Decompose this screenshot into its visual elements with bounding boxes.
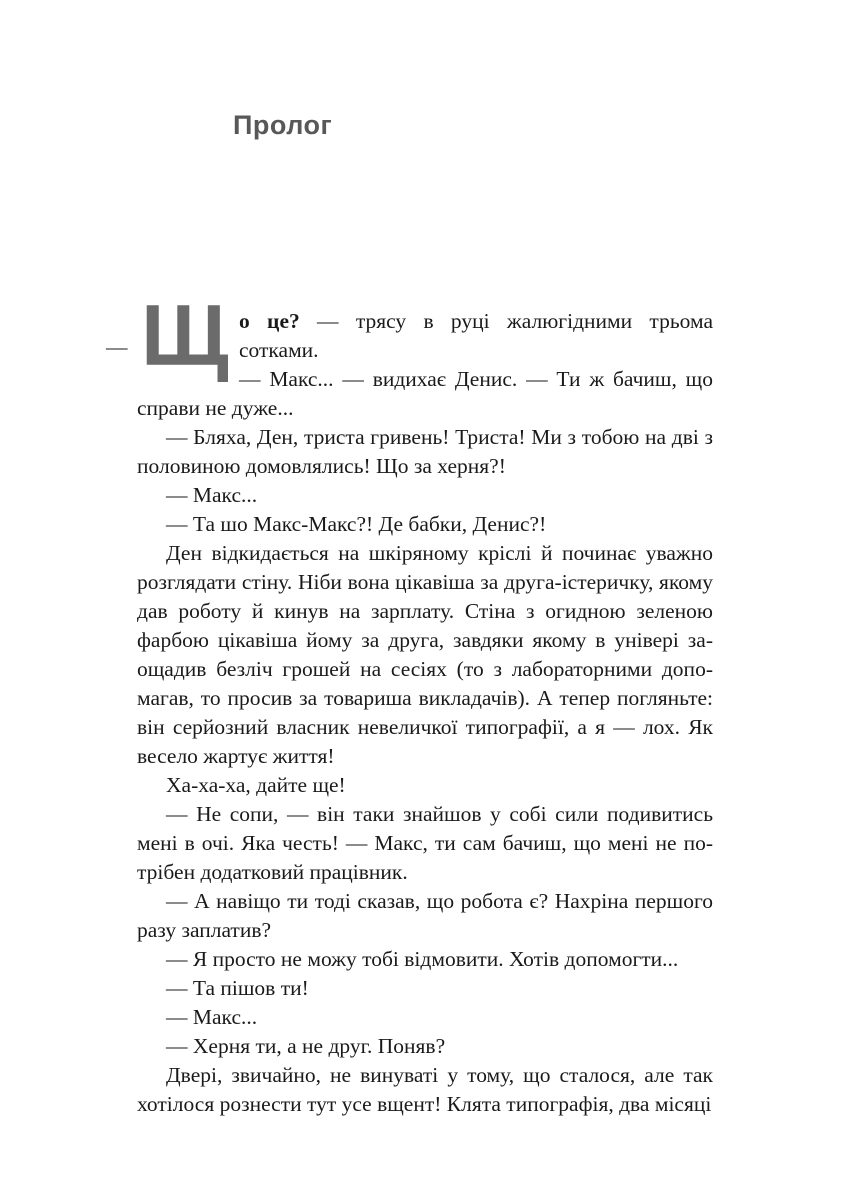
paragraph: — А навіщо ти тоді сказав, що робота є? Нахріна першого разу заплатив? [137, 889, 713, 942]
paragraph: — Макс... [166, 1005, 258, 1029]
paragraph: — Не сопи, — він таки знайшов у собі сили подивитись мені в очі. Яка честь! — Макс, ти сам бачиш, що мені не потрібен додатковий працівник. [137, 802, 713, 884]
paragraph: — Та пішов ти! [166, 976, 309, 1000]
paragraph: — Бляха, Ден, триста гривень! Триста! Ми з тобою на дві з половиною домовлялись! Що за херня?! [137, 425, 713, 478]
paragraph: Ден відкидається на шкіряному кріслі й починає уважно розглядати стіну. Ніби вона цікавіша за друга-істеричку, якому дав роботу й кинув на зарплату. Стіна з огидною зеленою фарбою цікавіша йому за друга, завдяки якому в універі заощадив безліч грошей на сесіях (то з лабораторними допомагав, то просив за товариша викладачів). А тепер погляньте: він серйозний власник невеличкої типографії, а я — лох. Як весело жартує життя! [137, 541, 713, 768]
paragraph: — Макс... [166, 483, 258, 507]
drop-cap [137, 288, 239, 394]
paragraph: — Макс... — видихає Денис. — Ти ж бачиш, що справи не дуже... [137, 367, 713, 420]
drop-cap-letter: Щ [141, 288, 229, 384]
dialogue-dash-margin: — [106, 335, 128, 359]
paragraph: — Та шо Макс-Макс?! Де бабки, Денис?! [166, 512, 547, 536]
chapter-heading: Пролог [233, 110, 333, 140]
paragraph: — Я просто не можу тобі відмовити. Хотів допомогти... [166, 947, 679, 971]
paragraph-text: — трясу в руці жалюгідними трьома сотками. [239, 309, 713, 362]
paragraph-dropcap [137, 288, 713, 384]
paragraph: Ха-ха-ха, дайте ще! [166, 773, 346, 797]
text-block [106, 288, 713, 1119]
paragraph: Двері, звичайно, не винуваті у тому, що сталося, але так хотілося рознести тут усе вщент! Клята типографія, два місяці [137, 1063, 713, 1116]
paragraph: — Херня ти, а не друг. Поняв? [166, 1034, 446, 1058]
lead-bold-text: о це? [239, 309, 300, 333]
